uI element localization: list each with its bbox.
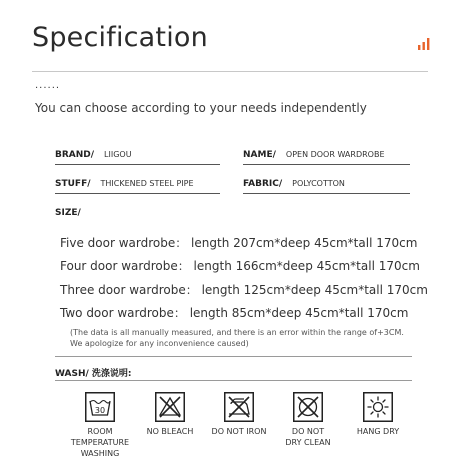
brand-key: BRAND/ [55,150,95,160]
wash-temperature: 30 [94,406,106,415]
wash-30-icon [85,392,115,422]
care-item-no-bleach [130,392,210,437]
care-label-5: HANG DRY [356,427,400,436]
size-line-four-door: Four door wardrobe： length 166cm*deep 45cm*tall 170cm [60,259,420,273]
fabric-underline [243,193,410,194]
intro-text: You can choose according to your needs independently [35,101,367,115]
care-item-no-dry-clean [268,392,348,448]
brand-field [55,150,132,160]
stuff-value: THICKENED STEEL PIPE [100,179,194,188]
size-divider [55,356,412,357]
care-label-4b: DRY CLEAN [285,438,331,447]
name-field [243,150,385,160]
no-dry-clean-icon [293,392,323,422]
stuff-underline [55,193,220,194]
brand-underline [55,164,220,165]
stuff-field [55,179,194,189]
care-item-hang-dry [338,392,418,437]
hang-dry-icon [363,392,393,422]
care-label-4a: DO NOT [291,427,325,436]
care-label-3: DO NOT IRON [211,427,267,436]
header-divider [32,71,428,72]
measurement-note-line2: We apologize for any inconvenience caused) [70,339,249,348]
care-item-room-temp-wash [60,392,140,459]
care-label-2: NO BLEACH [146,427,194,436]
no-iron-icon [224,392,254,422]
fabric-field [243,179,345,189]
size-line-three-door: Three door wardrobe： length 125cm*deep 45cm*tall 170cm [60,283,428,297]
care-item-no-iron [199,392,279,437]
fabric-value: POLYCOTTON [292,179,345,188]
brand-value: LIIGOU [104,150,132,159]
name-value: OPEN DOOR WARDROBE [285,150,385,159]
wash-divider [55,380,412,381]
decorative-dots: ...... [35,80,61,91]
name-underline [243,164,410,165]
care-label-1c: WASHING [80,449,120,458]
care-label-1b: TEMPERATURE [70,438,130,447]
fabric-key: FABRIC/ [243,179,283,189]
no-bleach-icon [155,392,185,422]
size-line-five-door: Five door wardrobe： length 207cm*deep 45cm*tall 170cm [60,236,418,250]
name-key: NAME/ [243,150,276,160]
size-line-two-door: Two door wardrobe： length 85cm*deep 45cm*tall 170cm [60,306,409,320]
care-label-1a: ROOM [87,427,113,436]
stuff-key: STUFF/ [55,179,91,189]
signal-bars-icon [418,38,430,50]
page-title: Specification [32,22,208,53]
wash-label: WASH/ 洗涤说明: [55,369,132,379]
measurement-note-line1: (The data is all manually measured, and there is an error within the range of+3CM. [70,328,404,337]
size-label: SIZE/ [55,208,81,218]
